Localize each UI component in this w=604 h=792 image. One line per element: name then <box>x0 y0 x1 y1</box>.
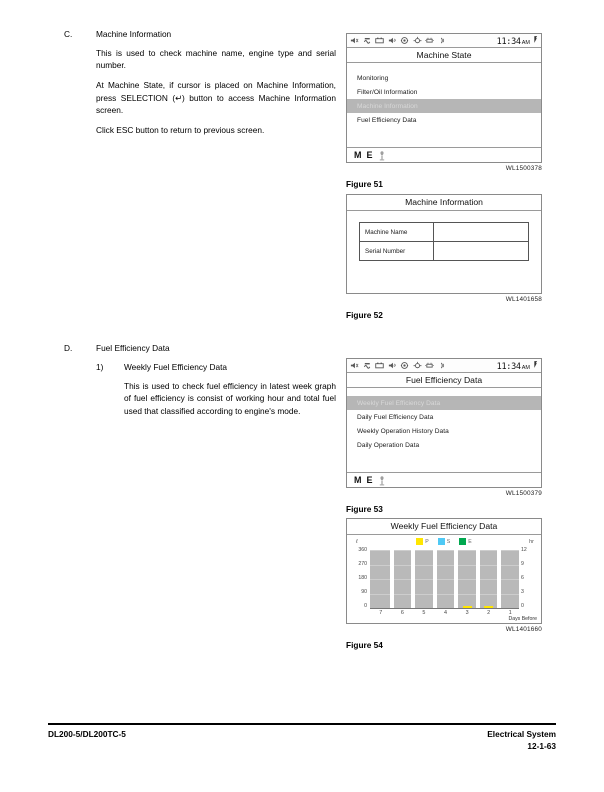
section-c-title: Machine Information <box>96 29 172 39</box>
panel-weekly-fuel-efficiency-chart <box>346 518 542 624</box>
figure-51 <box>346 33 542 189</box>
footer-mode-m: M <box>354 475 362 485</box>
section-d-heading <box>64 342 336 354</box>
y-tick-90: 90 <box>361 589 367 595</box>
menu-item-fuel-efficiency-data[interactable]: Fuel Efficiency Data <box>357 116 417 124</box>
y2-tick-6: 6 <box>521 575 524 581</box>
chart-body <box>347 535 541 623</box>
chart-x-tick-label: 2 <box>487 610 491 616</box>
panel-machine-information <box>346 194 542 294</box>
water-separator-icon <box>388 36 397 45</box>
chart-x-axis-labels <box>370 610 519 619</box>
figure-53-caption: Figure 53 <box>346 504 383 514</box>
parking-brake-icon <box>400 36 409 45</box>
chart-x-tick-label: 3 <box>465 610 469 616</box>
lcd-screen-machine-state <box>346 33 542 163</box>
clock-ampm: AM <box>521 39 530 46</box>
y2-tick-12: 12 <box>521 547 527 553</box>
footer-divider <box>48 723 556 725</box>
chart-plot-area <box>370 550 519 609</box>
table-row <box>360 223 529 242</box>
row-label-machine-name: Machine Name <box>360 223 434 242</box>
engine-icon <box>378 475 386 486</box>
legend-swatch-e <box>459 538 466 545</box>
chart-bar <box>484 606 493 608</box>
engine-icon <box>378 150 386 161</box>
footer-mode-m: M <box>354 150 362 160</box>
lcd-menu-list <box>347 63 541 147</box>
menu-item-monitoring[interactable]: Monitoring <box>357 74 389 82</box>
section-d-letter: D. <box>64 343 73 354</box>
y2-tick-0: 0 <box>521 603 524 609</box>
lcd-menu-list <box>347 388 541 472</box>
footer-section-info <box>487 729 556 751</box>
section-d-sub-number: 1) <box>96 362 104 373</box>
status-icon-group <box>350 36 497 45</box>
legend-label-s: S <box>446 538 451 545</box>
clock-ampm: AM <box>521 364 530 371</box>
section-d-paragraph-1: This is used to check fuel efficiency in latest week graph of fuel efficiency is consist of working hour and total fuel used that classified according to engine's mode. <box>124 381 336 416</box>
chart-y-axis-unit: ℓ <box>356 539 358 545</box>
legend-label-e: E <box>468 538 472 545</box>
menu-item-filter-oil-information[interactable]: Filter/Oil Information <box>357 88 418 96</box>
figure-53 <box>346 358 542 514</box>
chart-x-tick-label: 7 <box>379 610 383 616</box>
chart-y2-axis-unit: hr <box>529 539 534 545</box>
footer-mode-e: E <box>366 150 373 160</box>
panel-machine-information-body <box>347 211 541 293</box>
chart-column-gap <box>411 550 415 608</box>
lcd-clock <box>497 35 538 47</box>
y2-tick-3: 3 <box>521 589 524 595</box>
y2-tick-9: 9 <box>521 561 524 567</box>
engine-overheat-icon <box>425 36 434 45</box>
glow-plug-icon <box>363 36 372 45</box>
lcd-screen-fuel-efficiency-data <box>346 358 542 488</box>
figure-51-caption: Figure 51 <box>346 179 383 189</box>
row-value-serial-number <box>434 242 529 261</box>
engine-oil-pressure-icon <box>413 36 422 45</box>
legend-swatch-p <box>416 538 423 545</box>
legend-item-p <box>416 538 428 545</box>
y-tick-0: 0 <box>364 603 367 609</box>
chart-title: Weekly Fuel Efficiency Data <box>347 519 541 535</box>
battery-icon <box>375 361 384 370</box>
chart-x-axis-title: Days Before <box>508 616 537 622</box>
chart-x-tick-label: 1 <box>508 610 512 616</box>
lcd-screen-title: Machine State <box>347 48 541 63</box>
figure-52-caption: Figure 52 <box>346 310 383 320</box>
chart-x-tick-label: 6 <box>400 610 404 616</box>
body-text-column <box>64 28 336 417</box>
status-icon-group <box>350 361 497 370</box>
y-tick-360: 360 <box>358 547 367 553</box>
menu-item-machine-information[interactable]: Machine Information <box>347 99 541 113</box>
lcd-screen-title: Fuel Efficiency Data <box>347 373 541 388</box>
legend-item-s <box>438 538 450 545</box>
machine-information-table <box>359 222 529 261</box>
section-c <box>64 28 336 136</box>
parking-brake-icon <box>400 361 409 370</box>
figure-52 <box>346 194 542 320</box>
water-separator-icon <box>388 361 397 370</box>
engine-oil-pressure-icon <box>413 361 422 370</box>
figure-51-ref-code: WL1500378 <box>505 165 542 172</box>
row-label-serial-number: Serial Number <box>360 242 434 261</box>
footer-model-number: DL200-5/DL200TC-5 <box>48 729 126 739</box>
legend-item-e <box>459 538 471 545</box>
speaker-mute-icon <box>350 36 359 45</box>
legend-label-p: P <box>425 538 429 545</box>
chart-column-gap <box>390 550 394 608</box>
clock-time: 11:34 <box>496 361 521 372</box>
section-d <box>64 342 336 417</box>
panel-machine-information-title: Machine Information <box>347 195 541 211</box>
lcd-footer-bar <box>347 472 541 487</box>
chart-column-gap <box>454 550 458 608</box>
figure-52-ref-code: WL1401658 <box>505 296 542 303</box>
chart-bar <box>463 606 472 608</box>
section-c-paragraph-2: At Machine State, if cursor is placed on Machine Information, press SELECTION (↵) button to access Machine Information screen. <box>96 80 336 115</box>
chart-x-tick-label: 5 <box>422 610 426 616</box>
section-c-letter: C. <box>64 29 73 39</box>
engine-overheat-icon <box>425 361 434 370</box>
section-c-paragraph-3: Click ESC button to return to previous screen. <box>96 125 265 136</box>
chart-column-gap <box>497 550 501 608</box>
lcd-status-bar <box>347 34 541 48</box>
menu-item-weekly-operation-history-data[interactable]: Weekly Operation History Data <box>357 427 449 435</box>
section-c-paragraph-1: This is used to check machine name, engine type and serial number. <box>96 48 336 71</box>
row-value-machine-name <box>434 223 529 242</box>
lcd-status-bar <box>347 359 541 373</box>
y-tick-270: 270 <box>358 561 367 567</box>
lcd-clock <box>497 360 538 372</box>
menu-item-daily-fuel-efficiency-data[interactable]: Daily Fuel Efficiency Data <box>357 413 434 421</box>
air-cleaner-icon <box>438 361 447 370</box>
section-d-sub-title: Weekly Fuel Efficiency Data <box>124 362 227 373</box>
battery-icon <box>375 36 384 45</box>
legend-swatch-s <box>438 538 445 545</box>
chart-legend <box>347 538 541 545</box>
lcd-footer-bar <box>347 147 541 162</box>
chart-column-gap <box>433 550 437 608</box>
menu-item-daily-operation-data[interactable]: Daily Operation Data <box>357 441 420 449</box>
y-tick-180: 180 <box>358 575 367 581</box>
figure-54 <box>346 518 542 650</box>
air-cleaner-icon <box>438 36 447 45</box>
section-c-heading <box>64 28 336 40</box>
figure-53-ref-code: WL1500379 <box>505 490 542 497</box>
figure-54-ref-code: WL1401660 <box>505 626 542 633</box>
chart-column-gap <box>476 550 480 608</box>
menu-item-weekly-fuel-efficiency-data[interactable]: Weekly Fuel Efficiency Data <box>347 396 541 410</box>
footer-section-title: Electrical System <box>487 729 556 739</box>
clock-time: 11:34 <box>496 36 521 47</box>
signal-flag-icon <box>533 35 538 44</box>
figure-54-caption: Figure 54 <box>346 640 383 650</box>
footer-page-number: 12-1-63 <box>527 741 556 751</box>
signal-flag-icon <box>533 360 538 369</box>
chart-x-tick-label: 4 <box>444 610 447 616</box>
table-row <box>360 242 529 261</box>
speaker-mute-icon <box>350 361 359 370</box>
glow-plug-icon <box>363 361 372 370</box>
footer-mode-e: E <box>366 475 373 485</box>
section-d-title: Fuel Efficiency Data <box>96 343 170 354</box>
section-d-subheading <box>64 361 336 373</box>
